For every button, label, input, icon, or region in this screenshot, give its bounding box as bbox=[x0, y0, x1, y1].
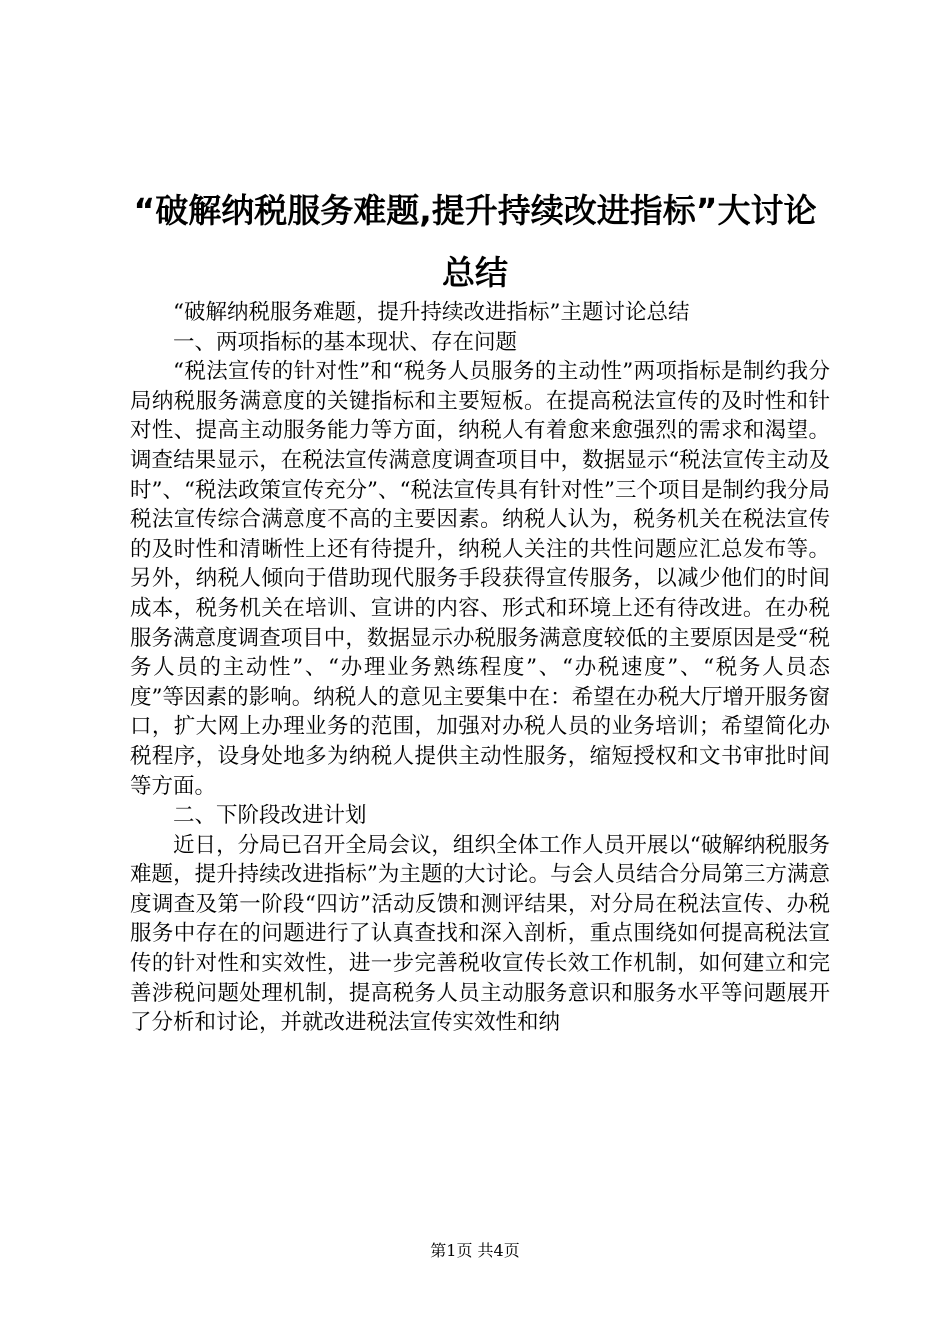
body-paragraph-2: 近日，分局已召开全局会议，组织全体工作人员开展以“破解纳税服务难题，提升持续改进指标”为主题的大讨论。与会人员结合分局第三方满意度调查及第一阶段“四访”活动反馈和测评结果，对分局在税法宣传、办税服务中存在的问题进行了认真查找和深入剖析，重点围绕如何提高税法宣传的针对性和实效性，进一步完善税收宣传长效工作机制，如何建立和完善涉税问题处理机制，提高税务人员主动服务意识和服务水平等问题展开了分析和讨论，并就改进税法宣传实效性和纳 bbox=[130, 832, 830, 1036]
section-heading-2: 二、下阶段改进计划 bbox=[173, 803, 367, 829]
subtitle-paragraph: “破解纳税服务难题，提升持续改进指标”主题讨论总结 bbox=[173, 300, 690, 325]
body-paragraph-1: “税法宣传的针对性”和“税务人员服务的主动性”两项指标是制约我分局纳税服务满意度的关键指标和主要短板。在提高税法宣传的及时性和针对性、提高主动服务能力等方面，纳税人有着愈来愈强烈的需求和渴望。调查结果显示，在税法宣传满意度调查项目中，数据显示“税法宣传主动及时”、“税法政策宣传充分”、“税法宣传具有针对性”三个项目是制约我分局税法宣传综合满意度不高的主要因素。纳税人认为，税务机关在税法宣传的及时性和清晰性上还有待提升，纳税人关注的共性问题应汇总发布等。另外，纳税人倾向于借助现代服务手段获得宣传服务，以减少他们的时间成本，税务机关在培训、宣讲的内容、形式和环境上还有待改进。在办税服务满意度调查项目中，数据显示办税服务满意度较低的主要原因是受“税务人员的主动性”、“办理业务熟练程度”、“办税速度”、“税务人员态度”等因素的影响。纳税人的意见主要集中在：希望在办税大厅增开服务窗口，扩大网上办理业务的范围，加强对办税人员的业务培训；希望简化办税程序，设身处地多为纳税人提供主动性服务，缩短授权和文书审批时间等方面。 bbox=[130, 359, 830, 799]
section-heading-1: 一、两项指标的基本现状、存在问题 bbox=[173, 329, 518, 355]
document-title: “破解纳税服务难题,提升持续改进指标”大讨论总结 bbox=[133, 191, 817, 292]
page-footer: 第1页 共4页 bbox=[430, 1241, 520, 1260]
document-body bbox=[130, 298, 830, 1038]
